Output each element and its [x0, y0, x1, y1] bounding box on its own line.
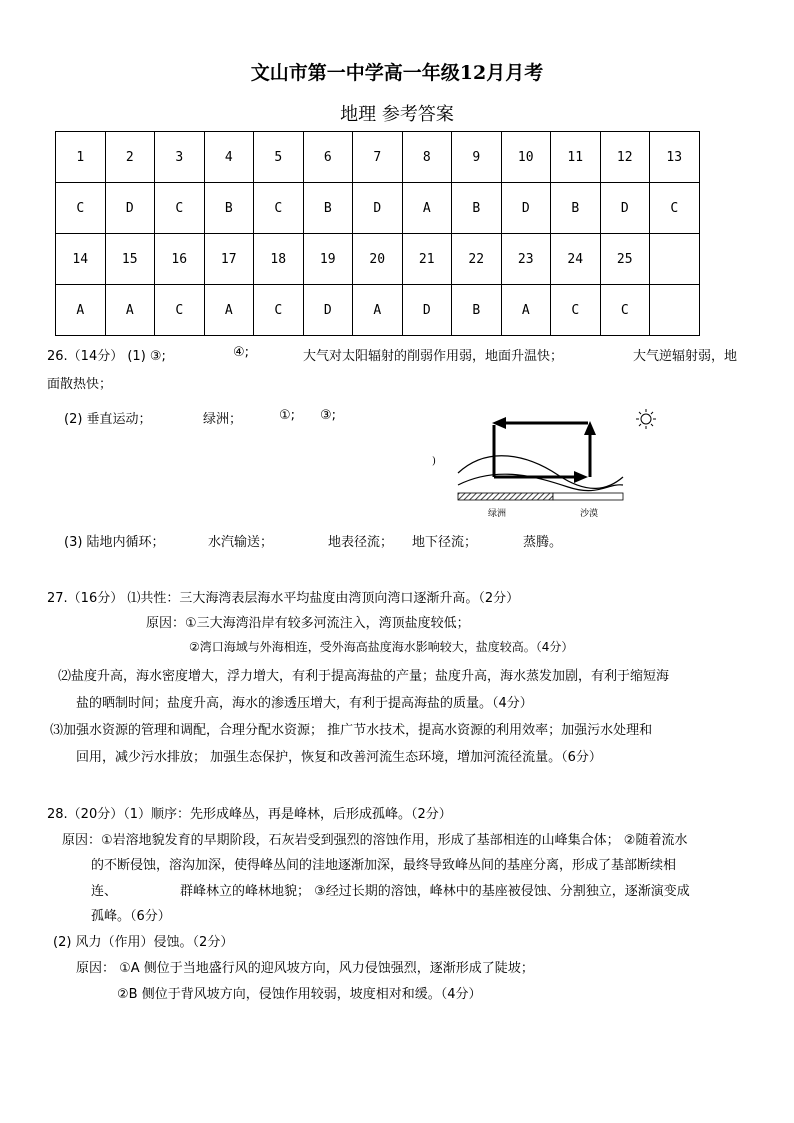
page-subtitle: 地理 参考答案 [340, 104, 454, 125]
q26-line1-d: 大气逆辐射弱，地 [633, 349, 738, 364]
cell-question-number: 11 [551, 132, 601, 183]
q26-p2-c: ①; [279, 408, 296, 423]
cell-question-number [650, 234, 700, 285]
q28-line6: (2) 风力（作用）侵蚀。（2分） [53, 935, 234, 950]
cell-answer: B [303, 183, 353, 234]
table-row-answers-1 [56, 183, 700, 234]
cell-answer: D [600, 183, 650, 234]
cell-question-number: 6 [303, 132, 353, 183]
cell-answer: B [204, 183, 254, 234]
cell-question-number: 22 [452, 234, 502, 285]
cell-question-number: 15 [105, 234, 155, 285]
lower-arrowhead [574, 471, 588, 483]
q27-line4: ⑵盐度升高，海水密度增大，浮力增大，有利于提高海盐的产量；盐度升高，海水蒸发加剧，有利于缩短海 [58, 669, 670, 684]
cell-answer: D [303, 285, 353, 336]
page-title: 文山市第一中学高一年级12月月考 [250, 62, 544, 84]
cell-question-number: 13 [650, 132, 700, 183]
cell-answer: B [452, 285, 502, 336]
q28-line8: ②B 侧位于背风坡方向，侵蚀作用较弱，坡度相对和缓。（4分） [117, 987, 482, 1002]
cell-question-number: 19 [303, 234, 353, 285]
q26-p2-b: 绿洲； [203, 412, 243, 427]
cell-question-number: 24 [551, 234, 601, 285]
sun-icon [636, 409, 656, 429]
cell-answer [650, 285, 700, 336]
q27-line1: 27.（16分） ⑴共性：三大海湾表层海水平均盐度由湾顶向湾口逐渐升高。（2分） [47, 591, 520, 606]
cell-answer: C [600, 285, 650, 336]
cell-question-number: 10 [501, 132, 551, 183]
table-row-answers-2 [56, 285, 700, 336]
cell-question-number: 8 [402, 132, 452, 183]
desert-bar [553, 493, 623, 500]
cell-question-number: 14 [56, 234, 106, 285]
cell-question-number: 12 [600, 132, 650, 183]
cell-answer: C [155, 183, 205, 234]
cell-answer: C [155, 285, 205, 336]
q26-p3-c: 地表径流； [328, 535, 394, 550]
q26-p2-d: ③; [320, 408, 337, 423]
cell-answer: D [402, 285, 452, 336]
cell-answer: D [353, 183, 403, 234]
q26-p3-e: 蒸腾。 [523, 535, 563, 550]
q27-line3: ②湾口海域与外海相连，受外海高盐度海水影响较大，盐度较高。（4分） [189, 640, 574, 654]
cell-question-number: 3 [155, 132, 205, 183]
cell-answer: C [254, 183, 304, 234]
q26-line2: 面散热快； [47, 377, 113, 392]
q28-line4-b: 群峰林立的峰林地貌； ③经过长期的溶蚀，峰林中的基座被侵蚀、分割独立，逐渐演变成 [180, 884, 690, 899]
cell-answer: C [650, 183, 700, 234]
table-row-numbers-2 [56, 234, 700, 285]
cell-answer: A [402, 183, 452, 234]
cell-question-number: 5 [254, 132, 304, 183]
q28-line4-a: 连、 [91, 884, 118, 899]
q26-line1-b: ④; [233, 345, 250, 360]
cell-answer: B [452, 183, 502, 234]
answer-table [55, 131, 700, 336]
cell-question-number: 7 [353, 132, 403, 183]
cell-question-number: 17 [204, 234, 254, 285]
q26-line1-c: 大气对太阳辐射的削弱作用弱，地面升温快； [303, 349, 564, 364]
q28-line1: 28.（20分）（1）顺序：先形成峰丛，再是峰林，后形成孤峰。（2分） [47, 807, 452, 822]
q27-line7: 回用，减少污水排放； 加强生态保护，恢复和改善河流生态环境，增加河流径流量。（6分） [76, 750, 602, 765]
cell-answer: A [353, 285, 403, 336]
cell-question-number: 1 [56, 132, 106, 183]
q28-line5: 孤峰。（6分） [91, 909, 171, 924]
cell-question-number: 16 [155, 234, 205, 285]
q27-line6: ⑶加强水资源的管理和调配，合理分配水资源； 推广节水技术，提高水资源的利用效率；加强污水处理和 [50, 723, 653, 738]
cell-answer: C [254, 285, 304, 336]
cell-question-number: 4 [204, 132, 254, 183]
cell-answer: A [501, 285, 551, 336]
q26-line1-a: 26.（14分） (1) ③; [47, 349, 166, 364]
cell-question-number: 9 [452, 132, 502, 183]
cell-question-number: 20 [353, 234, 403, 285]
q26-p3-a: (3) 陆地内循环； [64, 535, 165, 550]
q26-p3-b: 水汽输送； [208, 535, 274, 550]
q26-p2-a: (2) 垂直运动； [64, 412, 152, 427]
q28-line2: 原因：①岩溶地貌发育的早期阶段，石灰岩受到强烈的溶蚀作用，形成了基部相连的山峰集合体； ②随着流水 [62, 833, 688, 848]
oasis-bar [458, 493, 553, 500]
cell-answer: D [501, 183, 551, 234]
q27-line5: 盐的晒制时间；盐度升高，海水的渗透压增大，有利于提高海盐的质量。（4分） [76, 696, 533, 711]
q26-p3-d: 地下径流； [412, 535, 478, 550]
cell-answer: C [56, 183, 106, 234]
figure-label-desert: 沙漠 [580, 509, 599, 519]
q28-line3: 的不断侵蚀，溶沟加深，使得峰丛间的洼地逐渐加深，最终导致峰丛间的基座分离，形成了基部断续相 [91, 858, 677, 873]
figure-label-oasis: 绿洲 [488, 509, 507, 519]
cell-question-number: 21 [402, 234, 452, 285]
cell-answer: D [105, 183, 155, 234]
circulation-figure [428, 405, 668, 525]
cell-answer: C [551, 285, 601, 336]
cell-answer: B [551, 183, 601, 234]
figure-paren: ) [432, 456, 436, 467]
cell-answer: A [56, 285, 106, 336]
cell-question-number: 18 [254, 234, 304, 285]
table-row-numbers-1 [56, 132, 700, 183]
cell-answer: A [204, 285, 254, 336]
cell-question-number: 23 [501, 234, 551, 285]
cell-answer: A [105, 285, 155, 336]
cell-question-number: 25 [600, 234, 650, 285]
q27-line2: 原因：①三大海湾沿岸有较多河流注入，湾顶盐度较低； [146, 616, 470, 631]
cell-question-number: 2 [105, 132, 155, 183]
q28-line7: 原因： ①A 侧位于当地盛行风的迎风坡方向，风力侵蚀强烈，逐渐形成了陡坡； [76, 961, 534, 976]
wave-curve-1 [458, 456, 623, 489]
